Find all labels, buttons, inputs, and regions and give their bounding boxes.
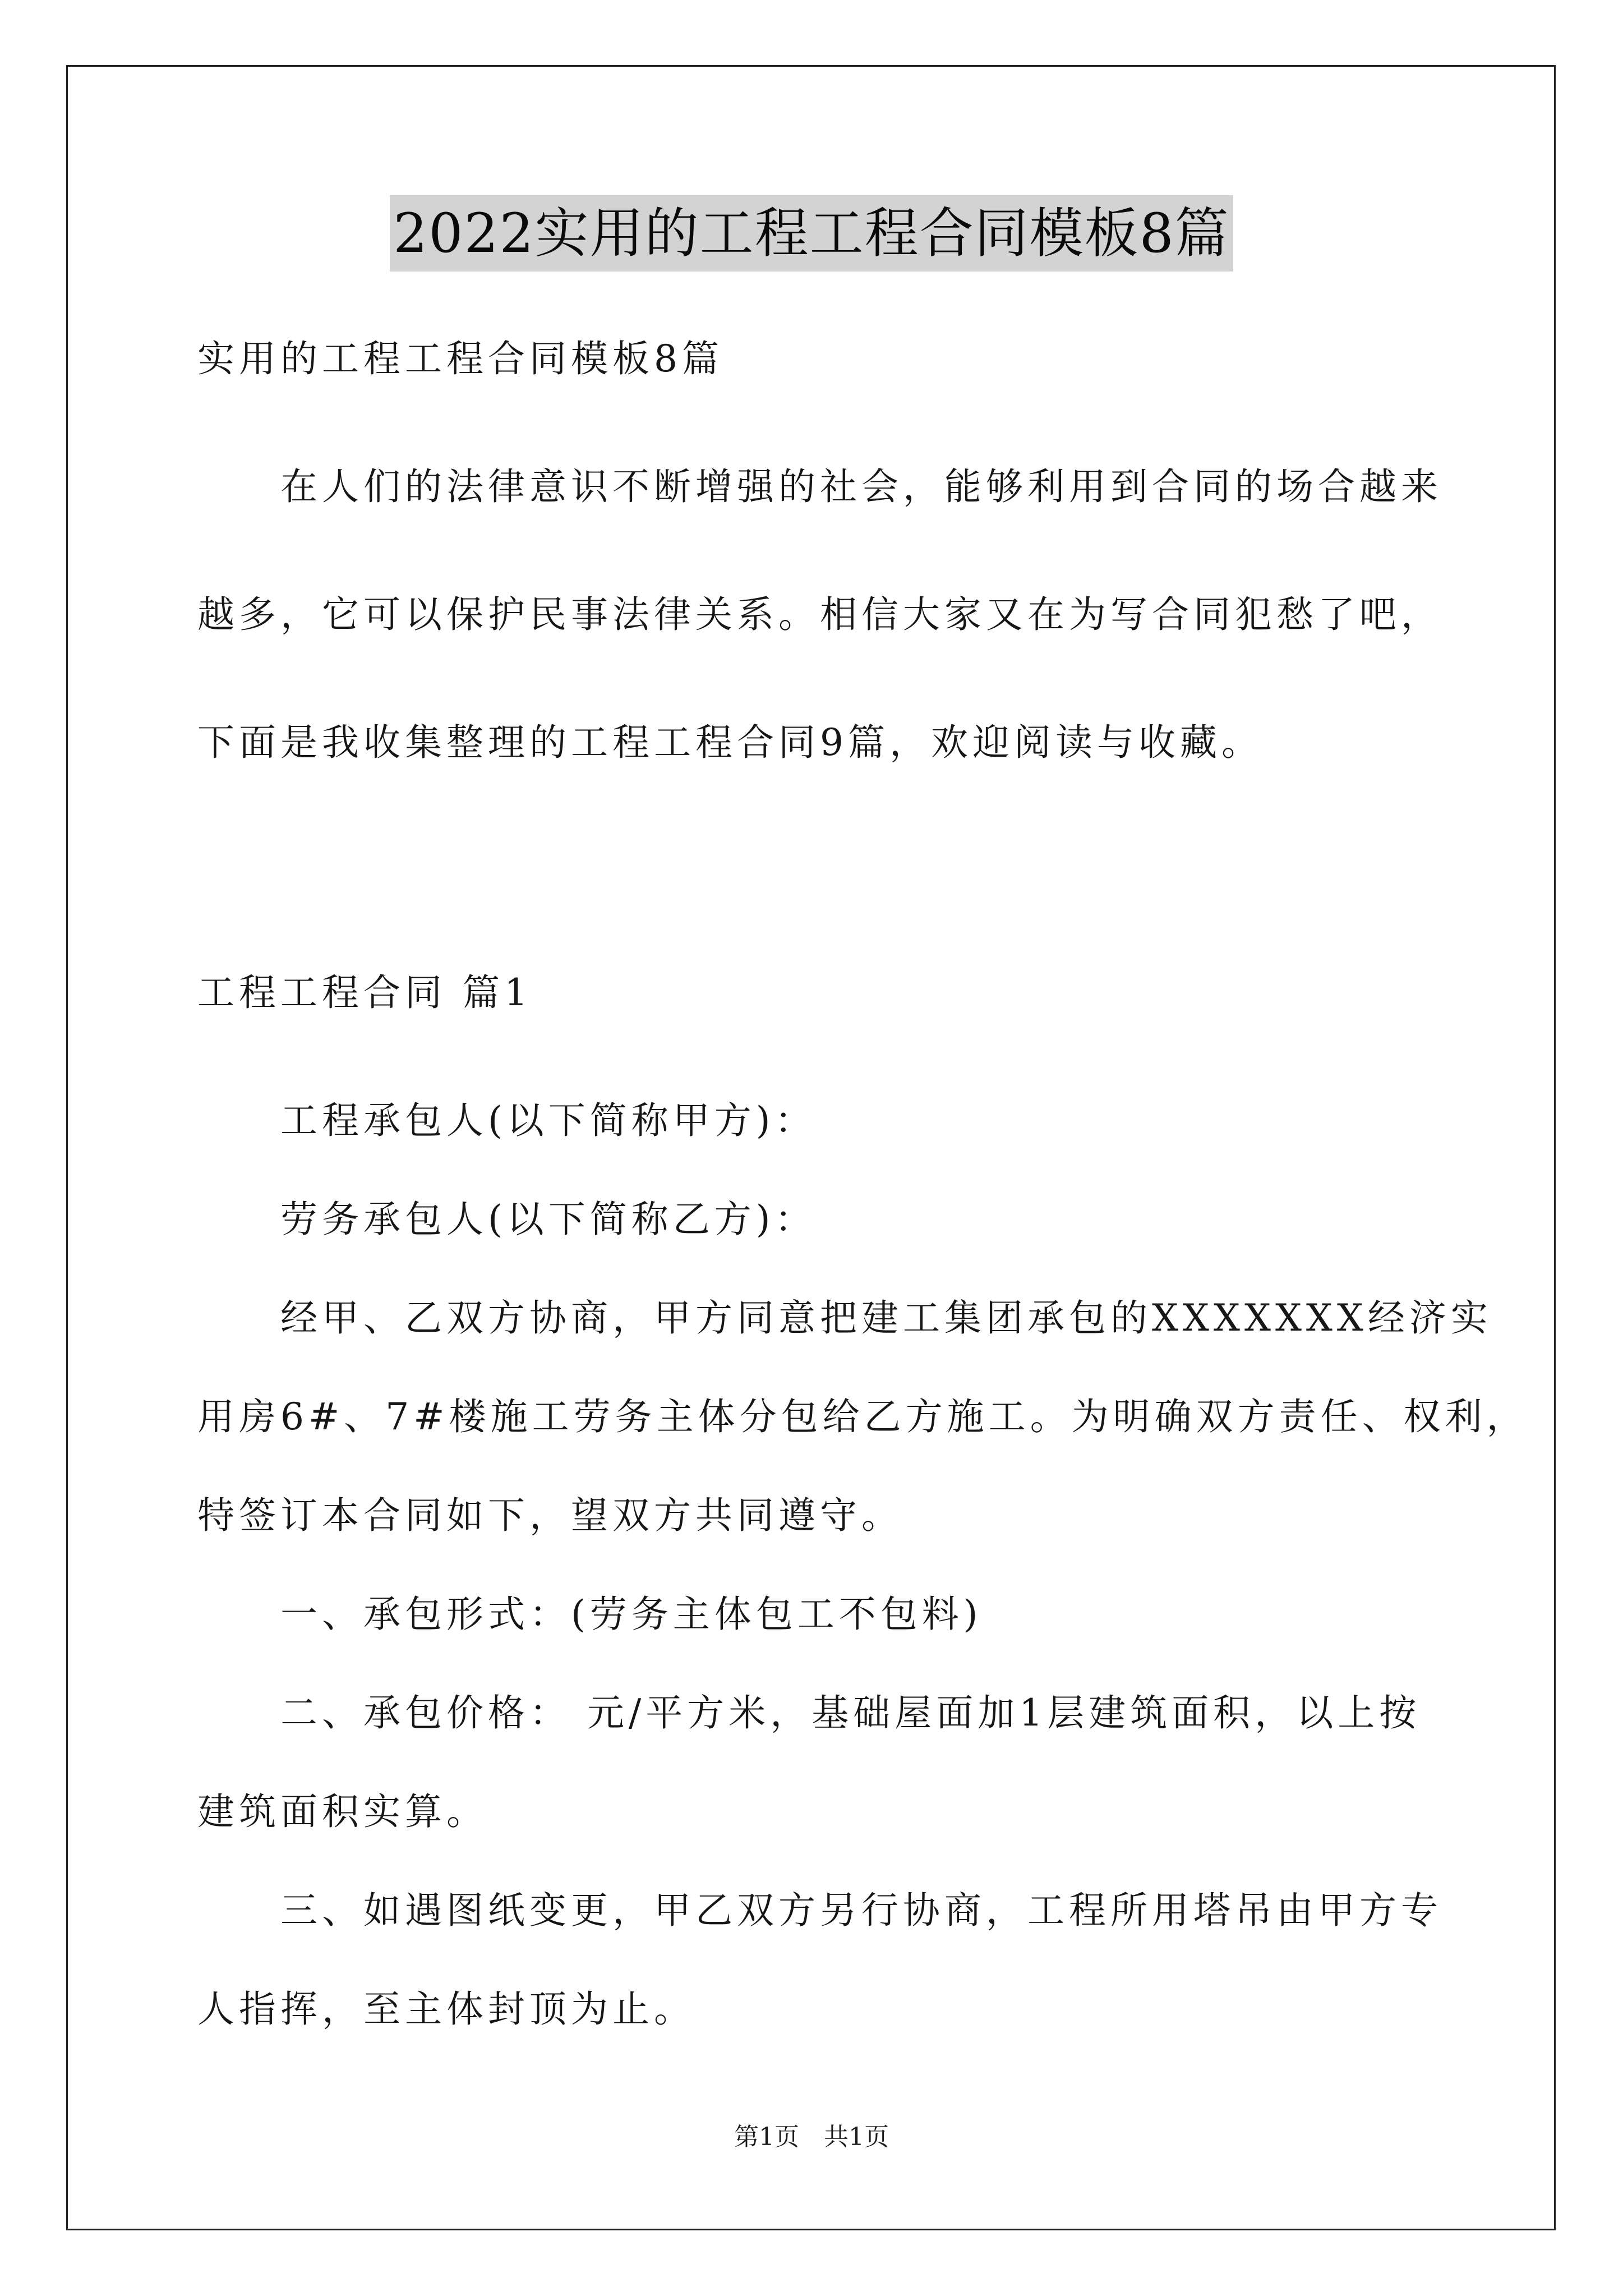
body-paragraph-line: 用房6#、7#楼施工劳务主体分包给乙方施工。为明确双方责任、权利， (197, 1395, 1528, 1438)
body-paragraph-line: 特签订本合同如下，望双方共同遵守。 (197, 1494, 903, 1537)
document-title (0, 195, 1623, 272)
body-paragraph-line: 二、承包价格： 元/平方米，基础屋面加1层建筑面积，以上按 (280, 1691, 1421, 1734)
body-paragraph-line: 人指挥，至主体封顶为止。 (197, 1987, 695, 2031)
body-paragraph-line: 三、如遇图纸变更，甲乙双方另行协商，工程所用塔吊由甲方专 (280, 1889, 1442, 1932)
body-paragraph-line: 经甲、乙双方协商，甲方同意把建工集团承包的XXXXXXX经济实 (280, 1296, 1492, 1340)
section-heading: 工程工程合同 篇1 (197, 971, 532, 1014)
body-paragraph-line: 建筑面积实算。 (197, 1790, 488, 1833)
document-title-text: 2022实用的工程工程合同模板8篇 (390, 195, 1233, 272)
intro-paragraph-line: 越多，它可以保护民事法律关系。相信大家又在为写合同犯愁了吧， (197, 593, 1442, 636)
intro-paragraph-line: 在人们的法律意识不断增强的社会，能够利用到合同的场合越来 (280, 465, 1442, 508)
body-paragraph-line: 工程承包人(以下简称甲方)： (280, 1099, 817, 1142)
page-footer: 第1页 共1页 (734, 2123, 889, 2151)
body-paragraph-line: 一、承包形式：(劳务主体包工不包料) (280, 1593, 983, 1636)
body-paragraph-line: 劳务承包人(以下简称乙方)： (280, 1198, 817, 1241)
intro-paragraph-line: 下面是我收集整理的工程工程合同9篇，欢迎阅读与收藏。 (197, 721, 1263, 764)
document-subtitle: 实用的工程工程合同模板8篇 (197, 337, 723, 380)
